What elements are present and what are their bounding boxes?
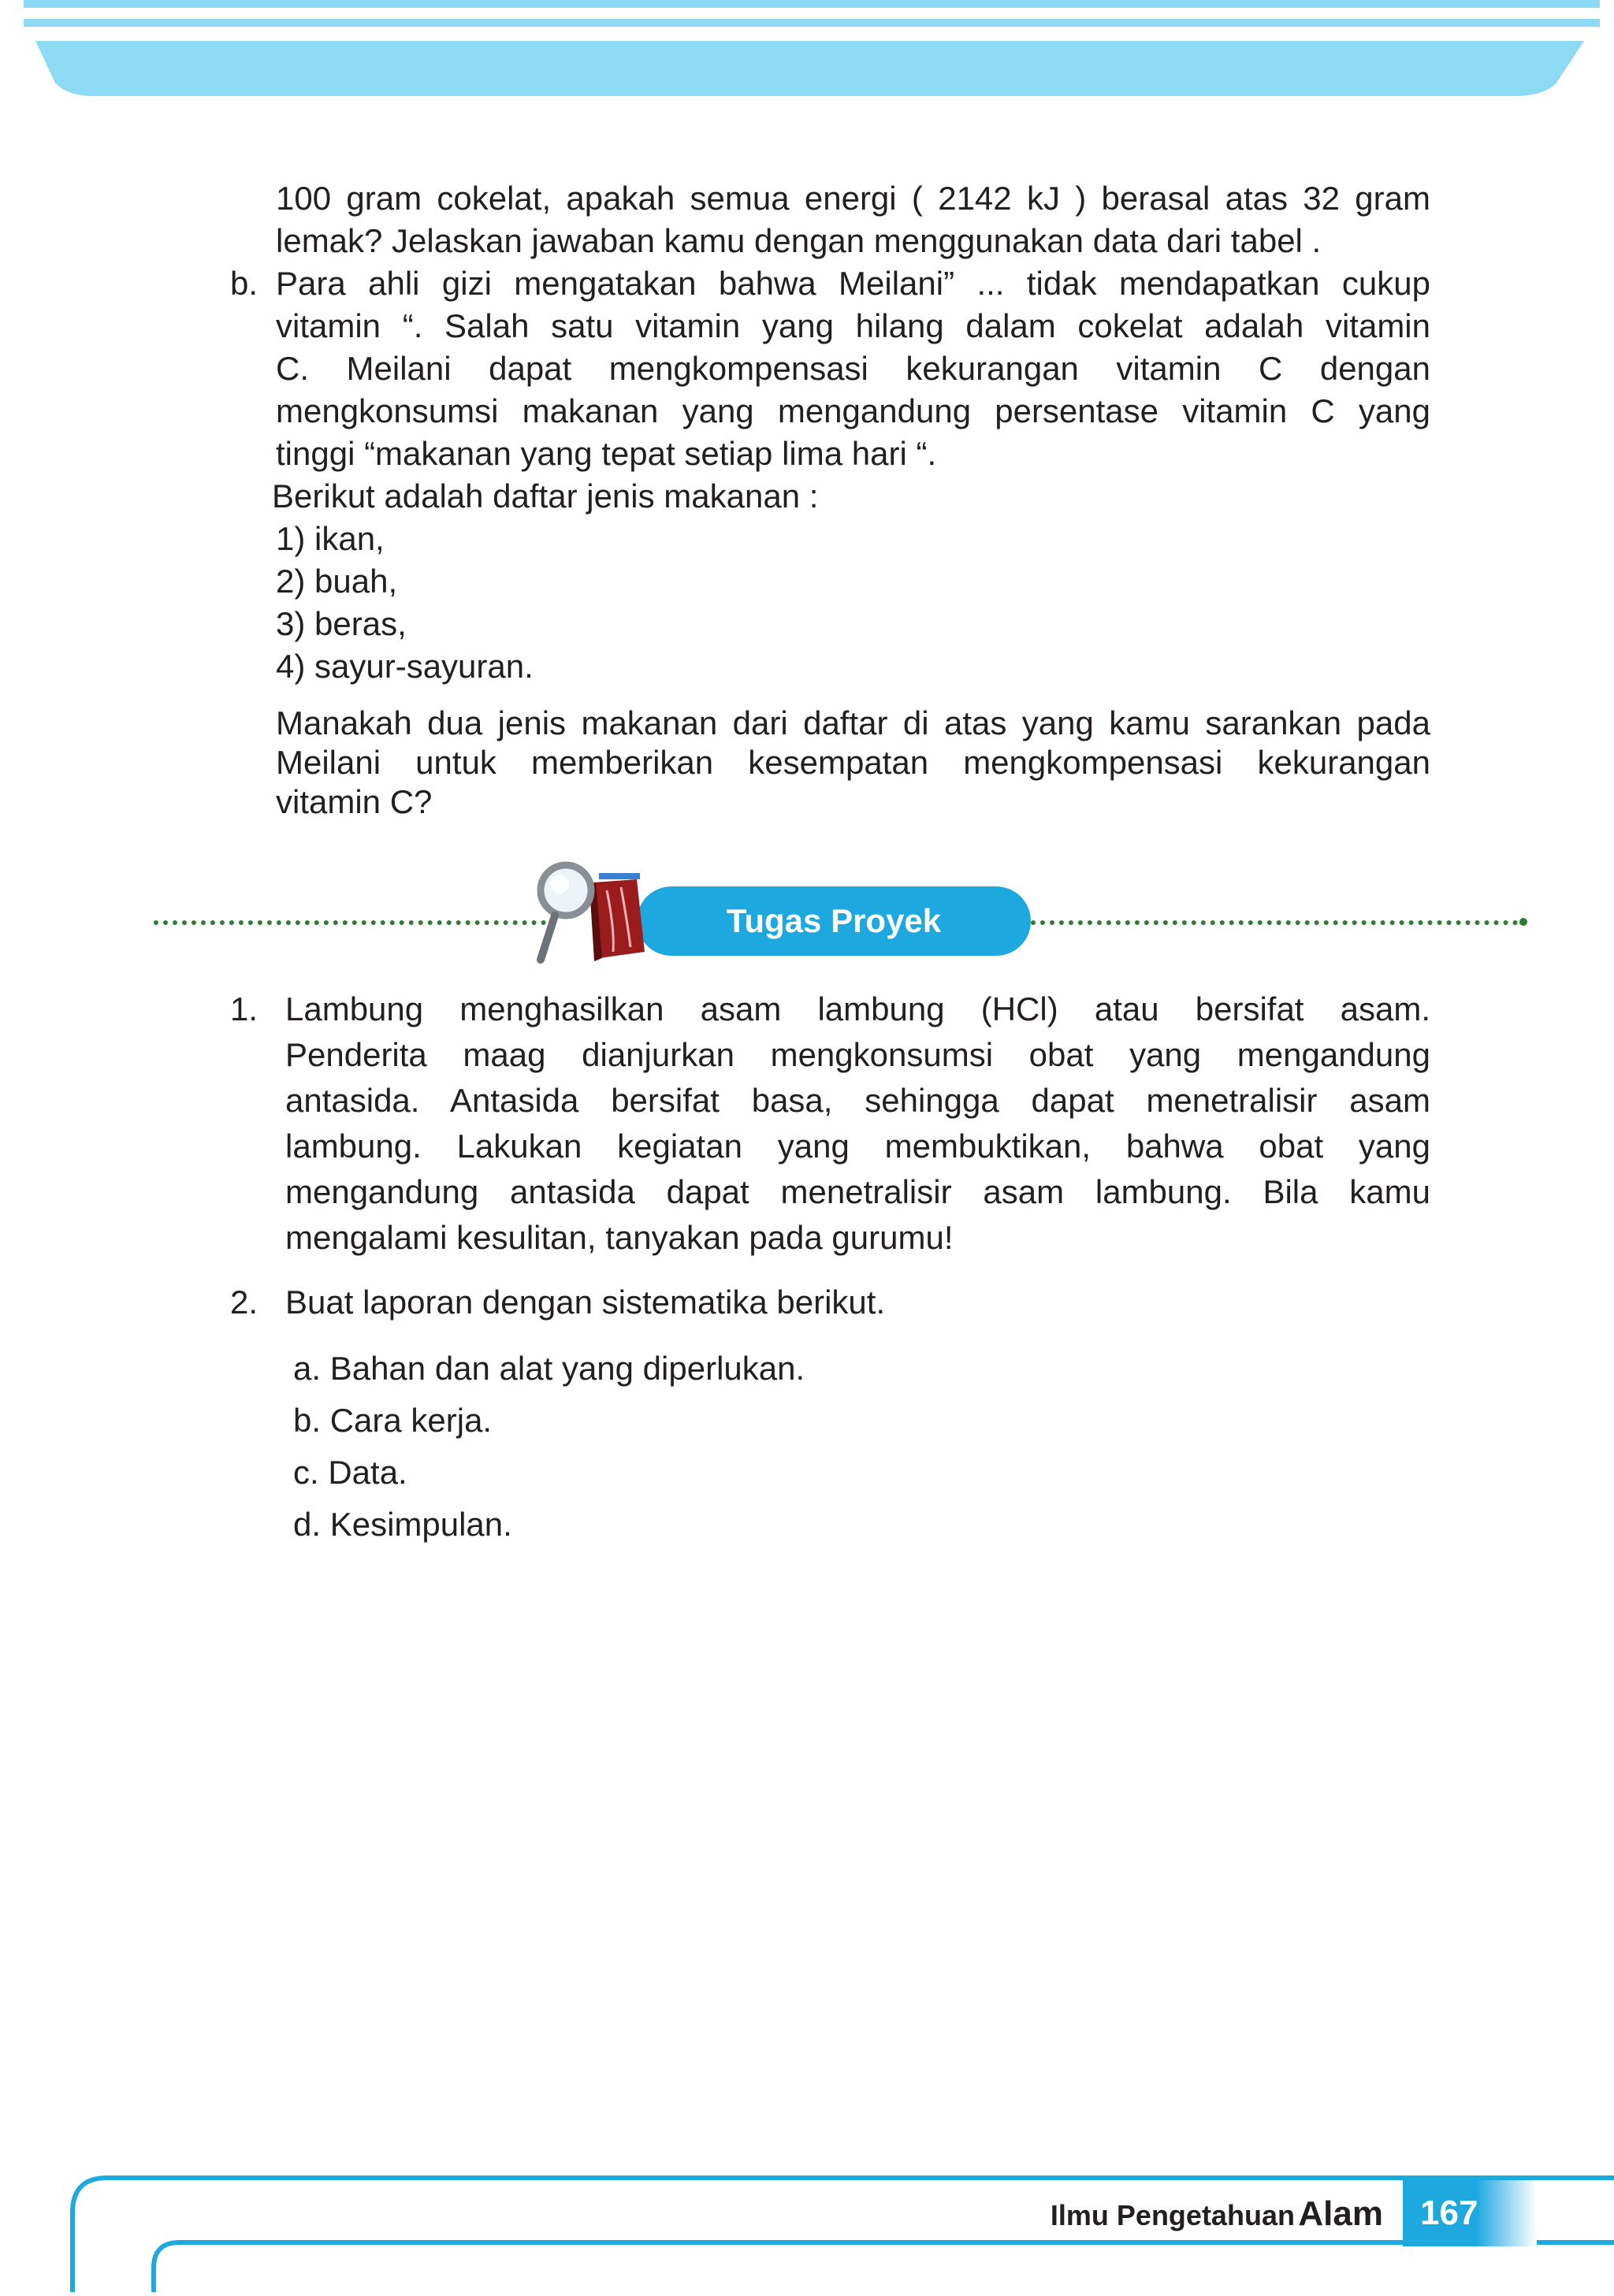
book-title-emph: Alam (1298, 2194, 1383, 2233)
text-line: mengkonsumsi makanan yang mengandung persentase vitamin C yang (276, 392, 1430, 429)
dotted-rule-right (1031, 920, 1527, 925)
task-number: 2. (230, 1284, 258, 1321)
report-subitem: d. Kesimpulan. (293, 1506, 512, 1543)
book-title-main: Ilmu Pengetahuan (1050, 2199, 1295, 2231)
report-subitem: b. Cara kerja. (293, 1402, 493, 1439)
text-line: Manakah dua jenis makanan dari daftar di atas yang kamu sarankan pada (276, 704, 1430, 741)
food-item: 1) ikan, (276, 520, 385, 557)
rule-end-dot (1519, 918, 1527, 926)
food-item: 3) beras, (276, 605, 407, 642)
header-decoration (0, 0, 1614, 102)
text-line: antasida. Antasida bersifat basa, sehingga dapat menetralisir asam (285, 1082, 1430, 1119)
report-subitem: c. Data. (293, 1454, 407, 1491)
text-line: vitamin C? (276, 783, 433, 820)
text-line: tinggi “makanan yang tepat setiap lima hari “. (276, 435, 937, 472)
text-line: 100 gram cokelat, apakah semua energi ( 2142 kJ ) berasal atas 32 gram (276, 180, 1430, 217)
list-intro: Berikut adalah daftar jenis makanan : (272, 477, 819, 515)
question-marker: b. (230, 265, 258, 302)
page-number-tab (1403, 2180, 1537, 2246)
text-line: lambung. Lakukan kegiatan yang membuktikan, bahwa obat yang (285, 1128, 1430, 1165)
text-line: Lambung menghasilkan asam lambung (HCl) atau bersifat asam. (285, 990, 1430, 1027)
text-line: mengalami kesulitan, tanyakan pada gurumu! (285, 1219, 954, 1256)
text-line: C. Meilani dapat mengkompensasi kekurangan vitamin C dengan (276, 350, 1430, 387)
text-line: mengandung antasida dapat menetralisir asam lambung. Bila kamu (285, 1173, 1430, 1210)
book-title (946, 2190, 1383, 2238)
report-subitem: a. Bahan dan alat yang diperlukan. (293, 1350, 805, 1387)
text-line: Buat laporan dengan sistematika berikut. (285, 1284, 886, 1321)
dotted-rule-left (154, 920, 556, 925)
text-line: lemak? Jelaskan jawaban kamu dengan menggunakan data dari tabel . (276, 222, 1322, 259)
food-item: 2) buah, (276, 563, 398, 600)
task-number: 1. (230, 990, 258, 1027)
text-line: Penderita maag dianjurkan mengkonsumsi obat yang mengandung (285, 1036, 1430, 1073)
text-line: vitamin “. Salah satu vitamin yang hilang dalam cokelat adalah vitamin (276, 307, 1430, 344)
magnifier-book-icon (526, 859, 653, 969)
food-item: 4) sayur-sayuran. (276, 648, 534, 685)
page-number: 167 (1420, 2194, 1478, 2232)
section-title: Tugas Proyek (726, 902, 942, 939)
text-line: Meilani untuk memberikan kesempatan mengkompensasi kekurangan (276, 744, 1430, 781)
text-line: Para ahli gizi mengatakan bahwa Meilani” ... tidak mendapatkan cukup (276, 265, 1430, 302)
section-title-pill (637, 886, 1031, 956)
